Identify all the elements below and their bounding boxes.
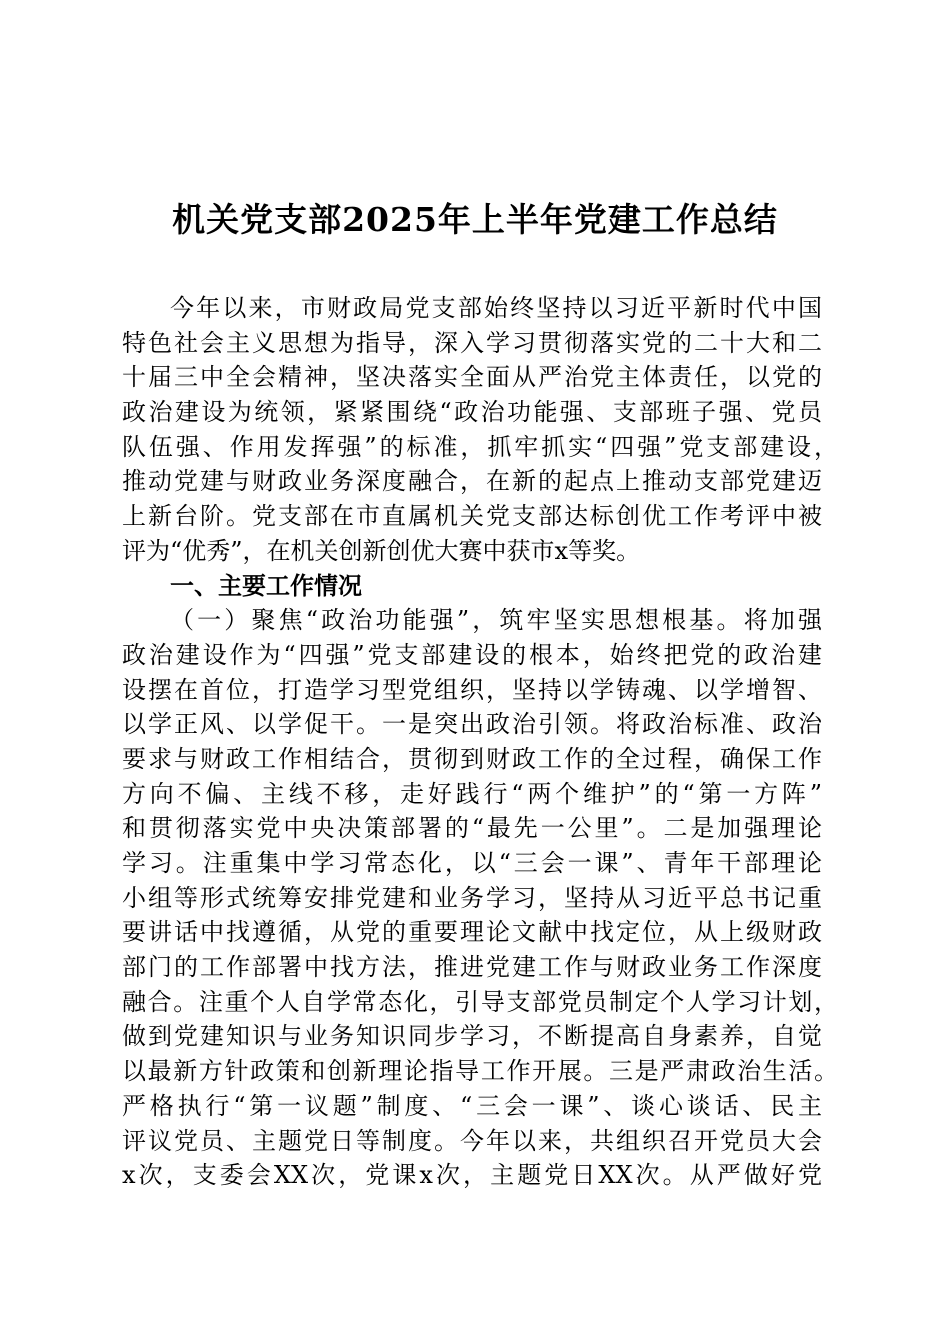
paragraph-line: 评为“优秀”，在机关创新创优大赛中获市x等奖。 (122, 536, 641, 565)
paragraph-line: 融合。注重个人自学常态化，引导支部党员制定个人学习计划， (122, 987, 838, 1016)
paragraph-line: 要求与财政工作相结合，贯彻到财政工作的全过程，确保工作 (122, 744, 822, 773)
paragraph-line: 政治建设作为“四强”党支部建设的根本，始终把党的政治建 (122, 640, 822, 669)
paragraph-line: x次，支委会XX次，党课x次，主题党日XX次。从严做好党 (122, 1161, 822, 1190)
paragraph-line: 推动党建与财政业务深度融合，在新的起点上推动支部党建迈 (122, 467, 822, 496)
paragraph-line: 特色社会主义思想为指导，深入学习贯彻落实党的二十大和二 (122, 328, 822, 357)
section-heading: 一、主要工作情况 (170, 570, 362, 600)
paragraph-line: 设摆在首位，打造学习型党组织，坚持以学铸魂、以学增智、 (122, 675, 822, 704)
paragraph-line: 今年以来，市财政局党支部始终坚持以习近平新时代中国 (170, 294, 822, 322)
paragraph-line: 部门的工作部署中找方法，推进党建工作与财政业务工作深度 (122, 953, 822, 982)
paragraph-line: 方向不偏、主线不移，走好践行“两个维护”的“第一方阵” (122, 779, 822, 808)
paragraph-line: 评议党员、主题党日等制度。今年以来，共组织召开党员大会 (122, 1126, 822, 1155)
paragraph-line: （一）聚焦“政治功能强”，筑牢坚实思想根基。将加强 (170, 606, 822, 635)
paragraph-line: 做到党建知识与业务知识同步学习，不断提高自身素养，自觉 (122, 1022, 822, 1051)
paragraph-line: 严格执行“第一议题”制度、“三会一课”、谈心谈话、民主 (122, 1091, 822, 1120)
paragraph-line: 队伍强、作用发挥强”的标准，抓牢抓实“四强”党支部建设， (122, 432, 838, 461)
paragraph-line: 十届三中全会精神，坚决落实全面从严治党主体责任，以党的 (122, 363, 822, 392)
paragraph-line: 政治建设为统领，紧紧围绕“政治功能强、支部班子强、党员 (122, 398, 822, 427)
paragraph-line: 和贯彻落实党中央决策部署的“最先一公里”。二是加强理论 (122, 814, 822, 843)
paragraph-line: 以学正风、以学促干。一是突出政治引领。将政治标准、政治 (122, 710, 822, 739)
paragraph-line: 要讲话中找遵循，从党的重要理论文献中找定位，从上级财政 (122, 918, 822, 947)
paragraph-line: 学习。注重集中学习常态化，以“三会一课”、青年干部理论 (122, 849, 822, 877)
paragraph-line: 小组等形式统筹安排党建和业务学习，坚持从习近平总书记重 (122, 883, 822, 912)
paragraph-line: 上新台阶。党支部在市直属机关党支部达标创优工作考评中被 (122, 502, 822, 531)
paragraph-line: 以最新方针政策和创新理论指导工作开展。三是严肃政治生活。 (122, 1057, 838, 1086)
document-body (122, 291, 838, 1193)
document-title: 机关党支部2025年上半年党建工作总结 (172, 200, 778, 239)
